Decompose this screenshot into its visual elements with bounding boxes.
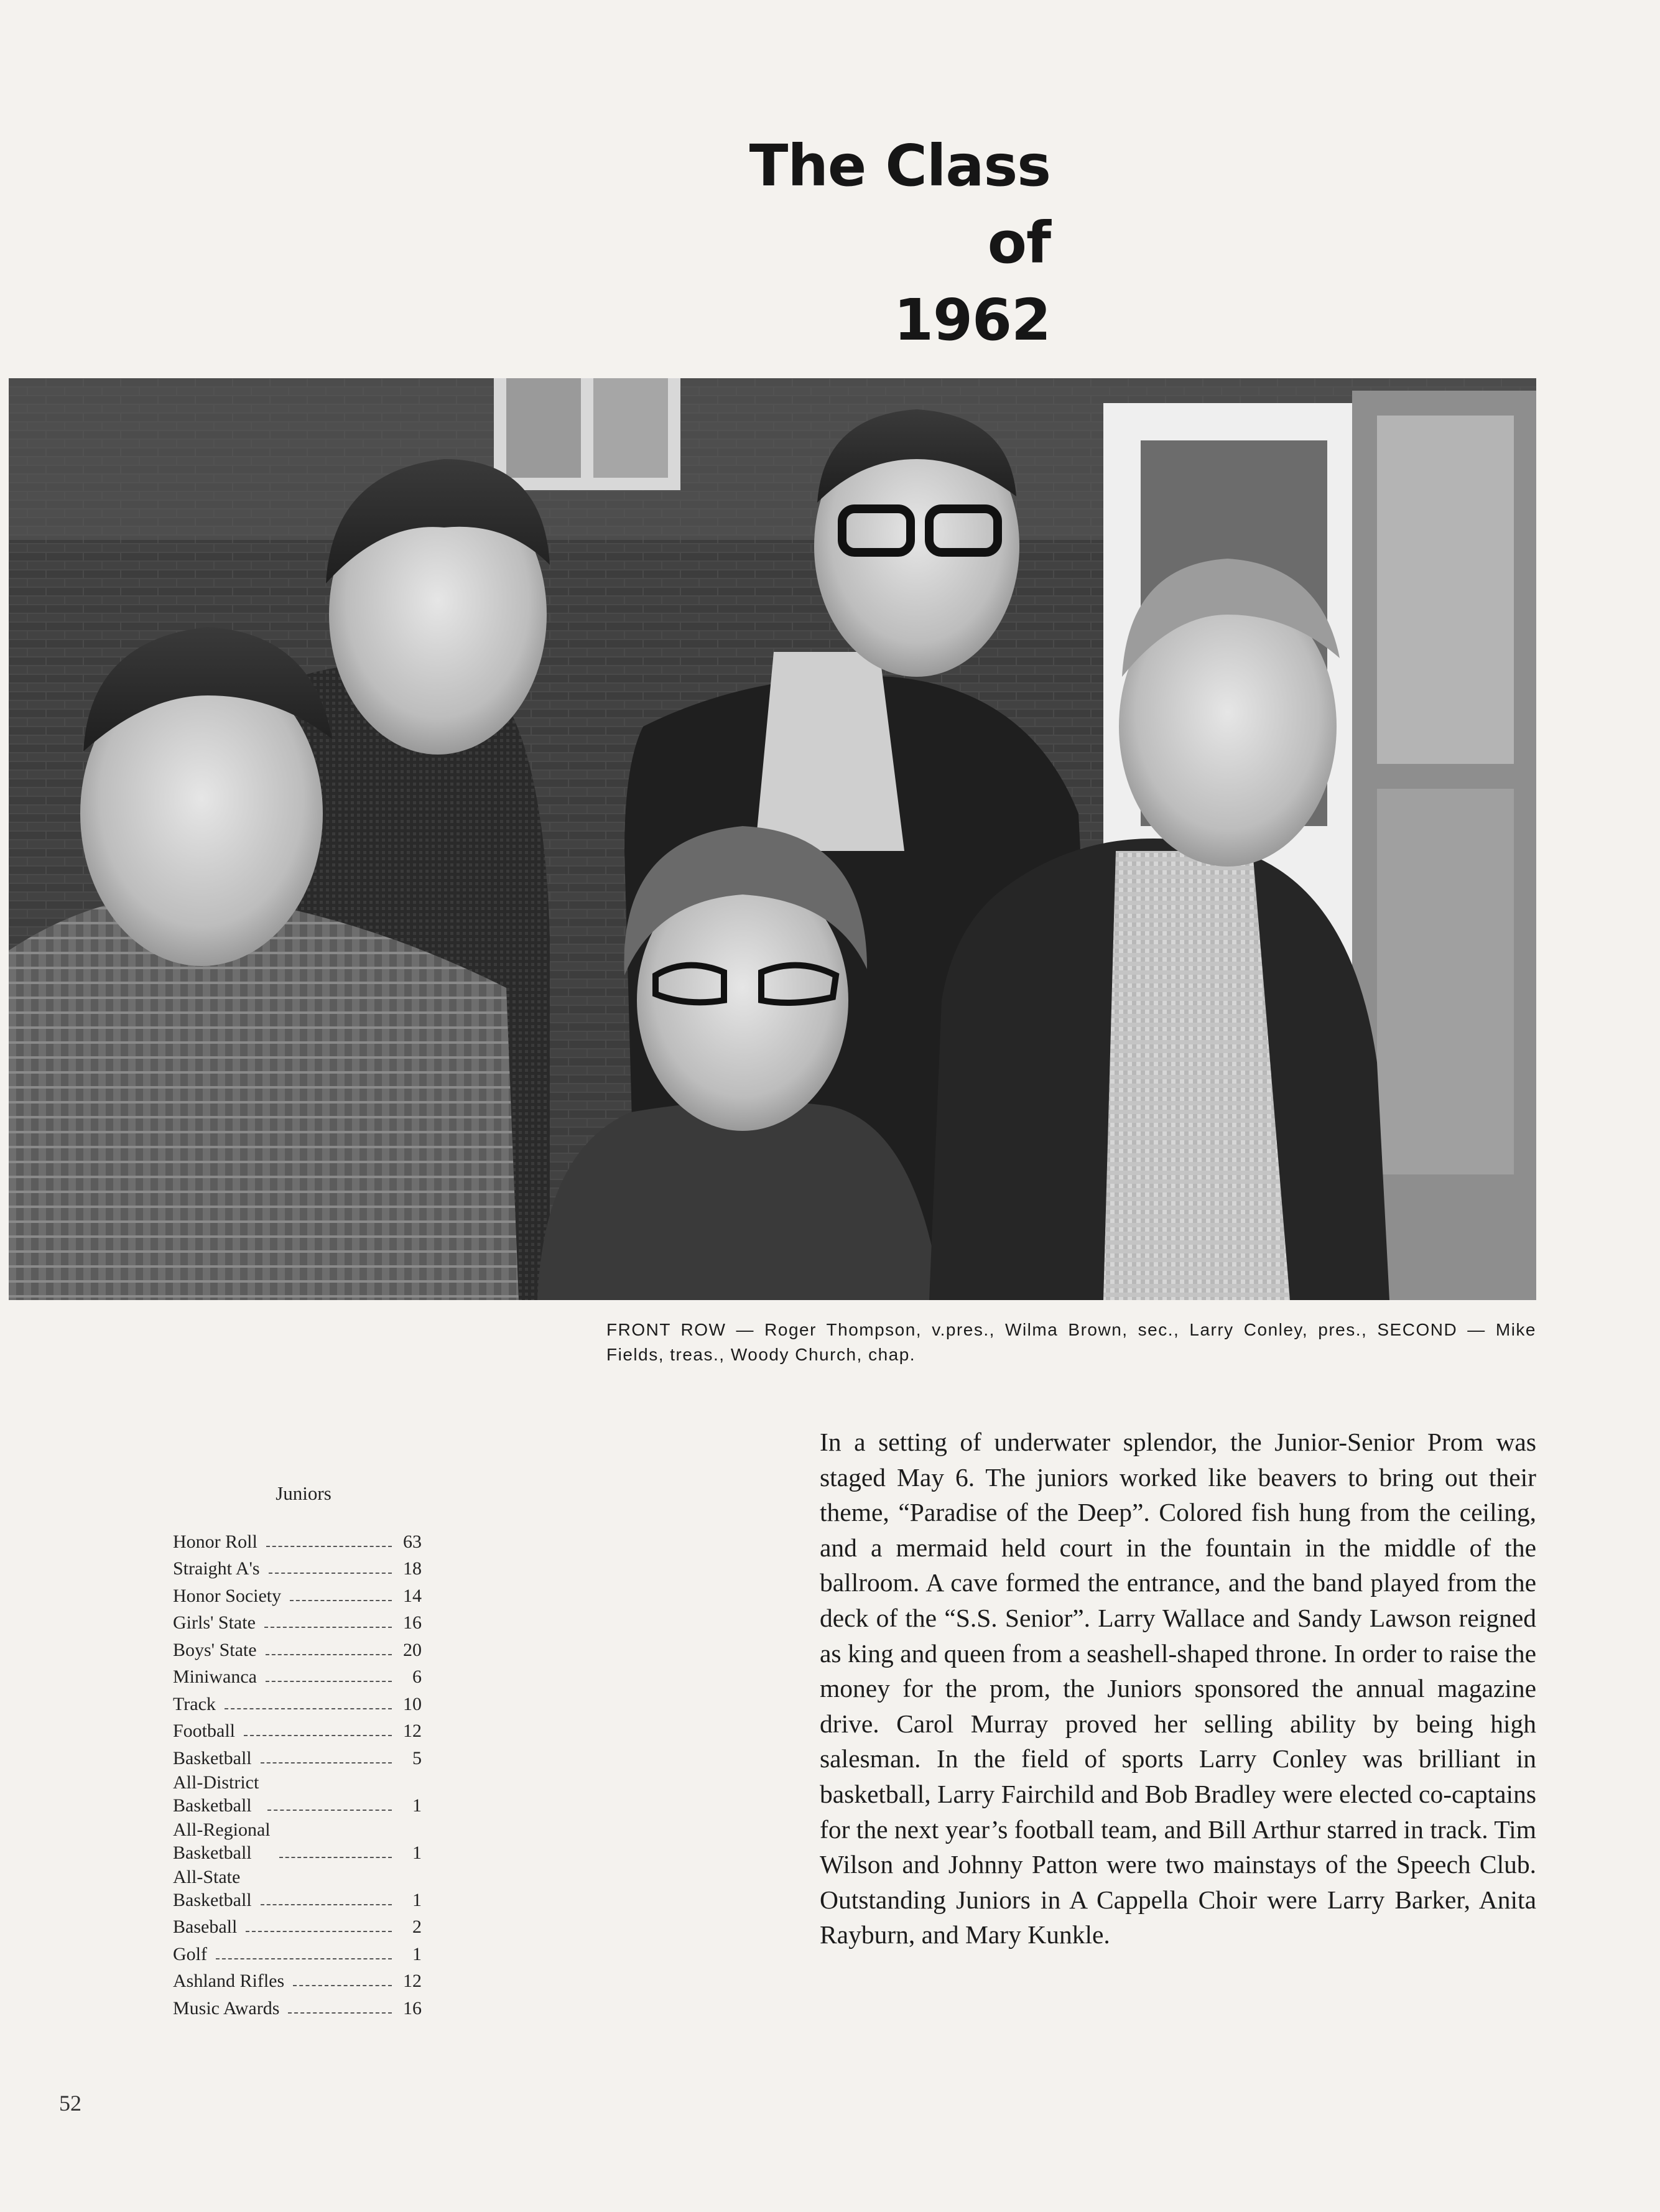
stat-leader-dots bbox=[244, 1735, 392, 1736]
stat-value: 1 bbox=[412, 1889, 422, 1910]
stat-row bbox=[173, 1992, 422, 2020]
stat-leader-dots bbox=[261, 1904, 392, 1905]
stat-row bbox=[173, 1864, 422, 1912]
stat-row bbox=[173, 1634, 422, 1661]
juniors-heading: Juniors bbox=[276, 1482, 332, 1504]
stat-label: Honor Roll bbox=[173, 1531, 257, 1552]
stat-row bbox=[173, 1716, 422, 1743]
stat-leader-dots bbox=[279, 1857, 392, 1858]
stat-row bbox=[173, 1742, 422, 1770]
stat-label: Track bbox=[173, 1693, 216, 1714]
stat-leader-dots bbox=[288, 2012, 392, 2014]
stat-value: 12 bbox=[403, 1971, 422, 1991]
stat-value: 5 bbox=[412, 1747, 422, 1768]
stat-value: 6 bbox=[412, 1666, 422, 1687]
stat-value: 10 bbox=[403, 1693, 422, 1714]
stat-label: All-State Basketball bbox=[173, 1866, 252, 1910]
stat-row bbox=[173, 1966, 422, 1993]
stat-leader-dots bbox=[269, 1573, 392, 1574]
stat-value: 18 bbox=[403, 1558, 422, 1579]
stat-value: 14 bbox=[403, 1585, 422, 1606]
stat-label: Straight A's bbox=[173, 1558, 260, 1579]
page-title bbox=[749, 128, 1050, 359]
stat-leader-dots bbox=[246, 1931, 392, 1932]
stat-leader-dots bbox=[293, 1985, 392, 1986]
stat-leader-dots bbox=[266, 1681, 392, 1682]
stat-label: Miniwanca bbox=[173, 1666, 257, 1687]
stat-value: 16 bbox=[403, 1997, 422, 2019]
stat-label: Basketball bbox=[173, 1747, 252, 1768]
stat-value: 12 bbox=[403, 1721, 422, 1741]
stat-row bbox=[173, 1817, 422, 1864]
stat-label: Boys' State bbox=[173, 1639, 257, 1660]
stat-value: 2 bbox=[412, 1917, 422, 1937]
juniors-stats-list bbox=[173, 1526, 422, 2020]
stat-label: Honor Society bbox=[173, 1585, 282, 1606]
title-line-1: The Class bbox=[749, 132, 1050, 199]
stat-row bbox=[173, 1661, 422, 1689]
group-photo-icon bbox=[9, 378, 1536, 1300]
stat-row bbox=[173, 1688, 422, 1716]
stat-leader-dots bbox=[267, 1810, 392, 1811]
stat-label: Football bbox=[173, 1721, 236, 1741]
page-number: 52 bbox=[59, 2091, 81, 2116]
stat-row bbox=[173, 1553, 422, 1581]
stat-label: Ashland Rifles bbox=[173, 1971, 285, 1991]
title-line-2: of bbox=[987, 210, 1050, 276]
stat-label: All-Regional Basketball bbox=[173, 1819, 271, 1863]
stat-row bbox=[173, 1912, 422, 1939]
stat-value: 63 bbox=[403, 1531, 422, 1552]
photo-caption: FRONT ROW — Roger Thompson, v.pres., Wilma Brown, sec., Larry Conley, pres., SECOND — Mike Fields, treas., Woody Church, chap. bbox=[606, 1320, 1536, 1364]
stat-leader-dots bbox=[216, 1958, 392, 1959]
stat-label: Golf bbox=[173, 1943, 207, 1964]
stat-row bbox=[173, 1607, 422, 1635]
stat-value: 1 bbox=[412, 1943, 422, 1964]
stat-value: 16 bbox=[403, 1612, 422, 1633]
stat-row bbox=[173, 1526, 422, 1553]
stat-value: 1 bbox=[412, 1842, 422, 1863]
stat-row bbox=[173, 1938, 422, 1966]
stat-leader-dots bbox=[266, 1654, 392, 1655]
body-paragraph: In a setting of underwater splendor, the Junior-Senior Prom was staged May 6. The juniors worked like beavers to bring out their theme, “Paradise of the Deep”. Colored fish hung from the ceiling, and a mermaid held court in the fountain in the middle of the ballroom. A cave formed the entrance, and the band played from the deck of the “S.S. Senior”. Larry Wallace and Sandy Lawson reigned as king and queen from a seashell-shaped throne. In order to raise the money for the prom, the Juniors sponsored the annual magazine drive. Carol Murray proved her selling ability by being high salesman. In the field of sports Larry Conley was brilliant in basketball, Larry Fairchild and Bob Bradley were elected co-captains for the next year’s football team, and Bill Arthur starred in track. Tim Wilson and Johnny Patton were two mainstays of the Speech Club. Outstanding Juniors in A Cappella Choir were Larry Barker, Anita Rayburn, and Mary Kunkle. bbox=[820, 1428, 1536, 1949]
stat-row bbox=[173, 1770, 422, 1817]
stat-value: 20 bbox=[403, 1639, 422, 1660]
stat-leader-dots bbox=[261, 1762, 392, 1764]
stat-leader-dots bbox=[290, 1600, 392, 1601]
stat-leader-dots bbox=[225, 1708, 392, 1709]
stat-label: All-District Basketball bbox=[173, 1772, 259, 1816]
stat-leader-dots bbox=[266, 1546, 392, 1547]
stat-label: Girls' State bbox=[173, 1612, 256, 1633]
group-photo bbox=[9, 378, 1536, 1300]
title-line-3: 1962 bbox=[893, 287, 1050, 353]
stat-leader-dots bbox=[264, 1627, 392, 1628]
stat-row bbox=[173, 1580, 422, 1607]
stat-value: 1 bbox=[412, 1795, 422, 1816]
juniors-stats bbox=[173, 1482, 422, 2020]
stat-label: Baseball bbox=[173, 1917, 238, 1937]
stat-label: Music Awards bbox=[173, 1997, 280, 2019]
